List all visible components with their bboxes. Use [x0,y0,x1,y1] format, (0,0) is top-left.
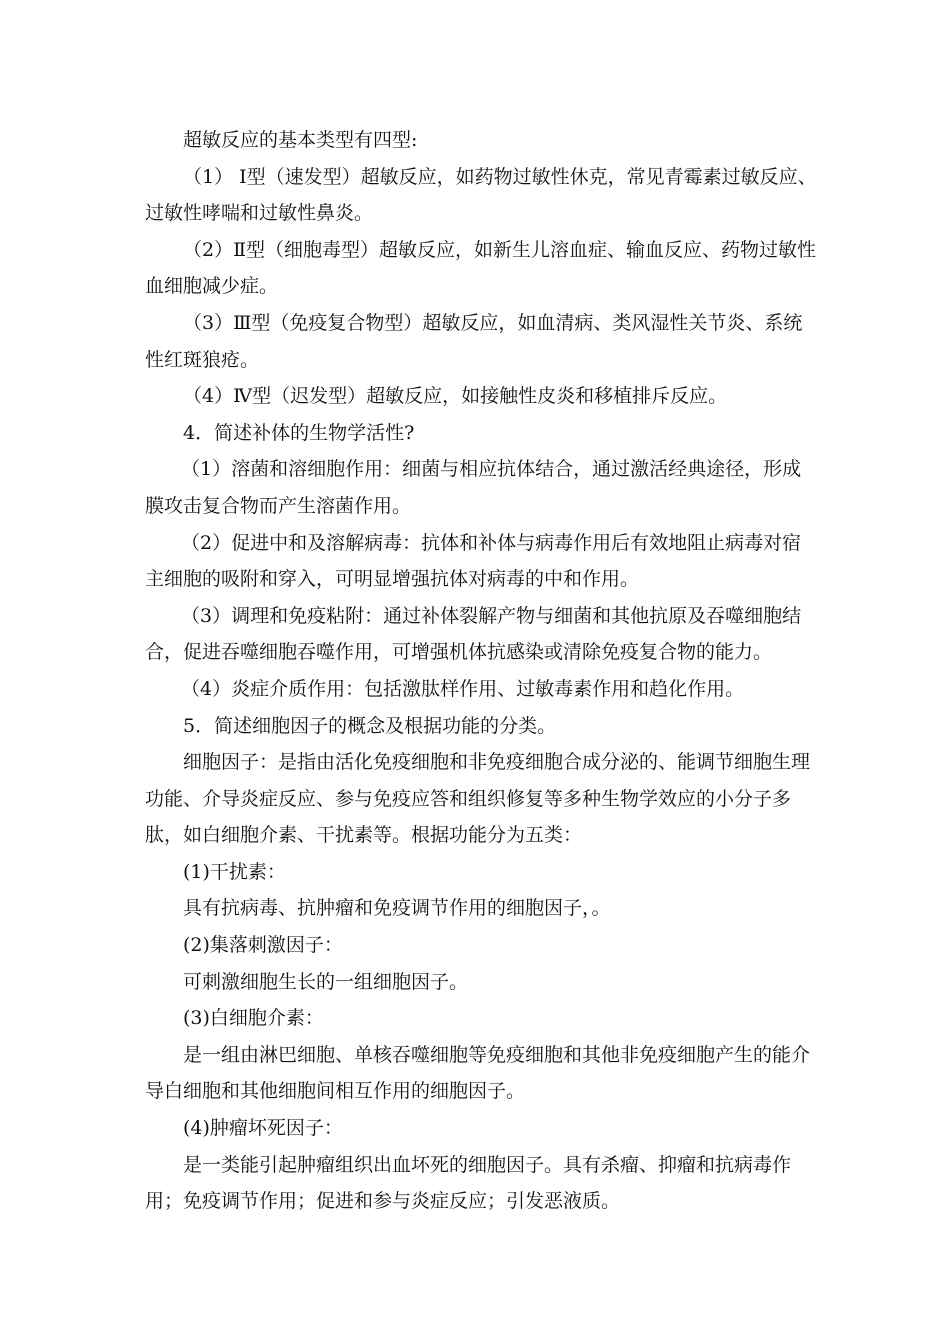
subheading-interleukin: (3)白细胞介素： [183,1007,324,1030]
paragraph-complement-2: （2）促进中和及溶解病毒：抗体和补体与病毒作用后有效地阻止病毒对宿主细胞的吸附和穿入，可明显增强抗体对病毒的中和作用。 [145,531,802,591]
question-5-heading: 5．简述细胞因子的概念及根据功能的分类。 [183,714,557,737]
document-body [145,122,817,1220]
subheading-csf: (2)集落刺激因子： [183,934,343,957]
paragraph-tnf: 是一类能引起肿瘤组织出血坏死的细胞因子。具有杀瘤、抑瘤和抗病毒作用；免疫调节作用；促进和参与炎症反应；引发恶液质。 [145,1153,792,1213]
paragraph-type-2: （2）Ⅱ型（细胞毒型）超敏反应，如新生儿溶血症、输血反应、药物过敏性血细胞减少症。 [145,238,817,298]
paragraph-cytokine-definition: 细胞因子：是指由活化免疫细胞和非免疫细胞合成分泌的、能调节细胞生理功能、介导炎症反应、参与免疫应答和组织修复等多种生物学效应的小分子多肽，如白细胞介素、干扰素等。根据功能分为五类： [145,751,811,847]
subheading-interferon: (1)干扰素： [183,860,286,883]
paragraph-complement-4: （4）炎症介质作用：包括激肽样作用、过敏毒素作用和趋化作用。 [181,677,745,700]
paragraph-csf: 可刺激细胞生长的一组细胞因子。 [183,970,469,993]
subheading-tnf: (4)肿瘤坏死因子： [183,1117,343,1140]
paragraph-type-1: （1） Ⅰ型（速发型）超敏反应，如药物过敏性休克，常见青霉素过敏反应、过敏性哮喘和过敏性鼻炎。 [145,165,817,225]
paragraph-interferon: 具有抗病毒、抗肿瘤和免疫调节作用的细胞因子，。 [183,897,611,920]
question-4-heading: 4．简述补体的生物学活性? [183,421,415,444]
paragraph-type-3: （3）Ⅲ型（免疫复合物型）超敏反应，如血清病、类风湿性关节炎、系统性红斑狼疮。 [145,311,803,371]
paragraph-type-4: （4）Ⅳ型（迟发型）超敏反应，如接触性皮炎和移植排斥反应。 [183,385,728,408]
paragraph-complement-3: （3）调理和免疫粘附：通过补体裂解产物与细菌和其他抗原及吞噬细胞结合，促进吞噬细胞吞噬作用，可增强机体抗感染或清除免疫复合物的能力。 [145,604,802,664]
paragraph-hypersensitivity-intro: 超敏反应的基本类型有四型: [183,129,418,151]
paragraph-interleukin: 是一组由淋巴细胞、单核吞噬细胞等免疫细胞和其他非免疫细胞产生的能介导白细胞和其他细胞间相互作用的细胞因子。 [145,1043,811,1103]
paragraph-complement-1: （1）溶菌和溶细胞作用：细菌与相应抗体结合，通过激活经典途径，形成膜攻击复合物而产生溶菌作用。 [145,458,802,517]
